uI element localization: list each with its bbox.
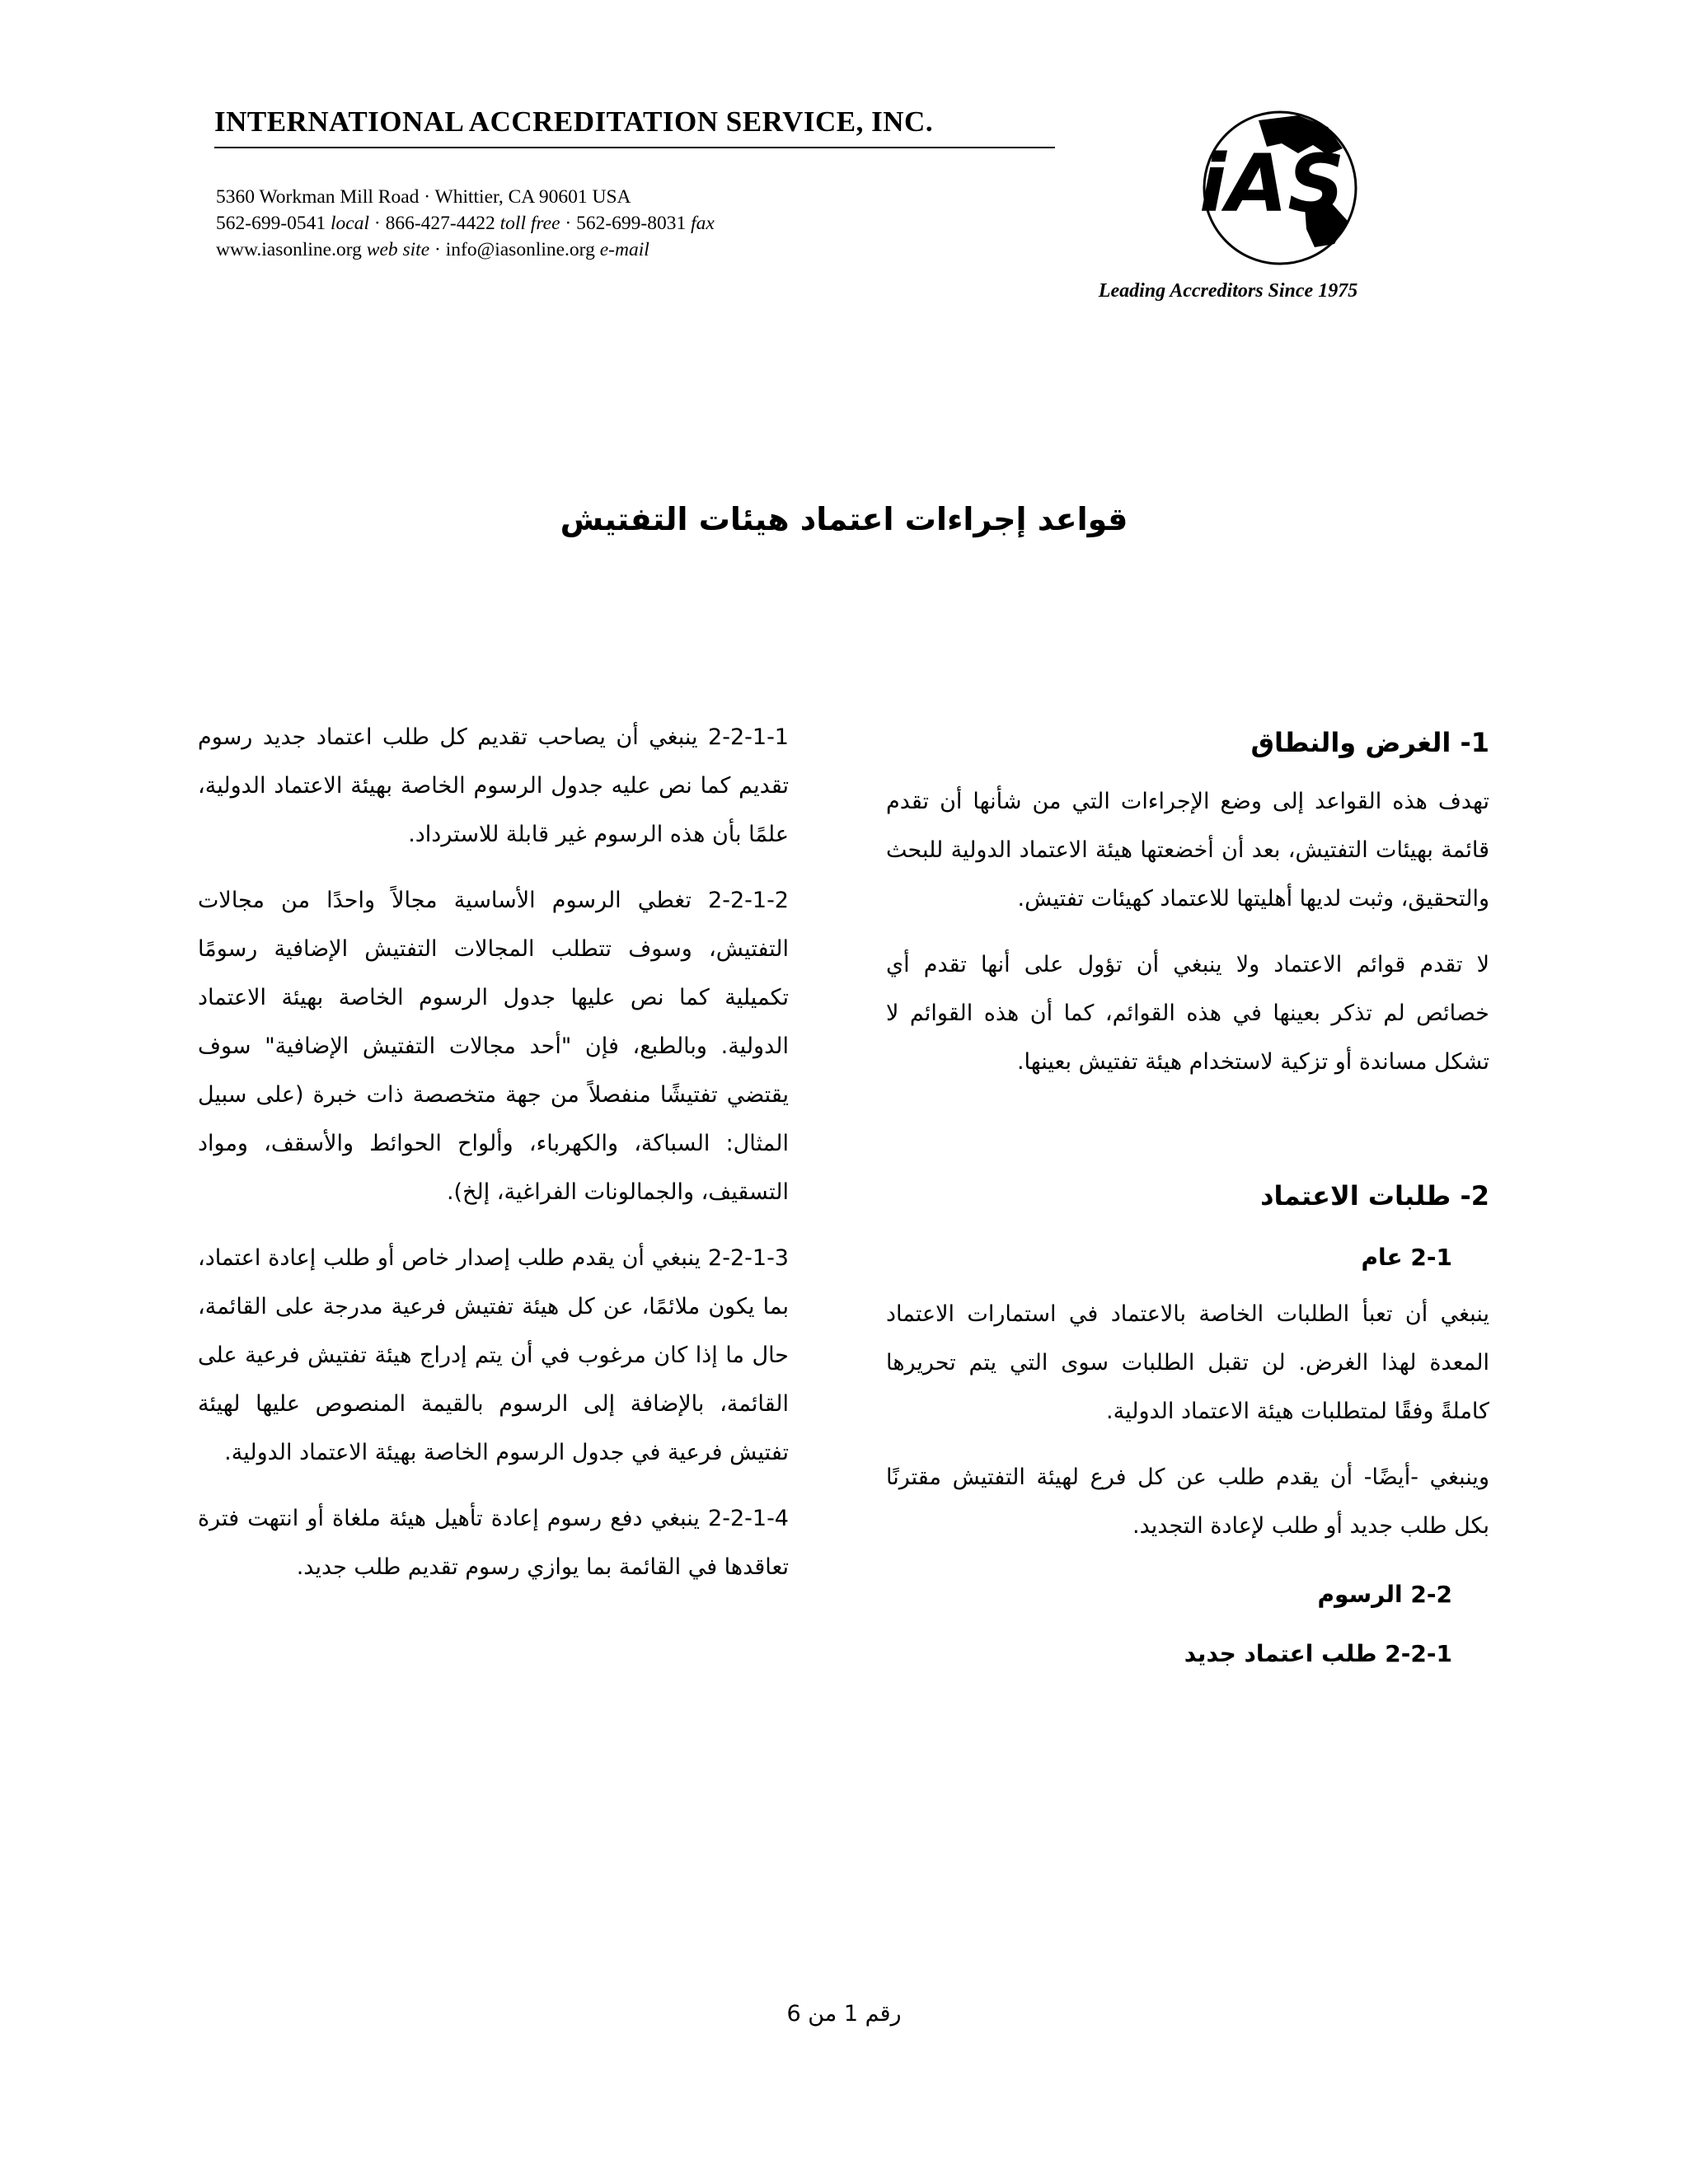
- logo-text: iAS: [1199, 138, 1345, 230]
- subsection-2-1-heading: 2-1 عام: [1361, 1244, 1452, 1271]
- website: www.iasonline.org: [216, 239, 362, 260]
- phone-tollfree-label: toll free: [499, 213, 560, 234]
- fax-number: 562-699-8031: [576, 213, 687, 234]
- section-2-heading: 2- طلبات الاعتماد: [1260, 1180, 1489, 1212]
- section-1-paragraph-1: تهدف هذه القواعد إلى وضع الإجراءات التي من شأنها أن تقدم قائمة بهيئات التفتيش، بعد أن أخضعتها هيئة الاعتماد الدولية للبحث والتحقيق، وثبت لديها أهليتها للاعتماد كهيئات تفتيش.: [886, 789, 1489, 912]
- subsection-2-2-heading: 2-2 الرسوم: [1317, 1581, 1452, 1608]
- left-column: [198, 713, 789, 1609]
- website-label: web site: [366, 239, 430, 260]
- clause-2-2-1-2: 2-2-1-2 تغطي الرسوم الأساسية مجالاً واحدًا من مجالات التفتيش، وسوف تتطلب المجالات التفتيش الإضافية رسومًا تكميلية كما نص عليها جدول الرسوم الخاصة بهيئة الاعتماد الدولية. وبالطبع، فإن "أحد مجالات التفتيش الإضافية" سوف يقتضي تفتيشًا منفصلاً من جهة متخصصة ذات خبرة (على سبيل المثال: السباكة، والكهرباء، وألواح الحوائط والأسقف، ومواد التسقيف، والجمالونات الفراغية، إلخ).: [198, 888, 789, 1205]
- contact-line: 562-699-0541 local · 866-427-4422 toll free · 562-699-8031 fax: [216, 213, 715, 234]
- document-title: قواعد إجراءات اعتماد هيئات التفتيش: [560, 501, 1128, 537]
- section-1-heading: 1- الغرض والنطاق: [1250, 727, 1489, 758]
- tagline: Leading Accreditors Since 1975: [1098, 280, 1358, 302]
- subsection-2-2-1-heading: 2-2-1 طلب اعتماد جديد: [1184, 1640, 1452, 1667]
- subsection-2-1-paragraph-2: وينبغي -أيضًا- أن يقدم طلب عن كل فرع لهيئة التفتيش مقترنًا بكل طلب جديد أو طلب لإعادة التجديد.: [886, 1465, 1489, 1539]
- letterhead-rule: [214, 147, 1055, 148]
- phone-tollfree: 866-427-4422: [385, 213, 495, 234]
- phone-local-label: local: [331, 213, 370, 234]
- clause-2-2-1-4: 2-2-1-4 ينبغي دفع رسوم إعادة تأهيل هيئة ملغاة أو انتهت فترة تعاقدها في القائمة بما يوازي رسوم تقديم طلب جديد.: [198, 1506, 789, 1580]
- email-label: e-mail: [599, 239, 649, 260]
- section-spacer: [886, 1104, 1489, 1166]
- subsection-2-1-paragraph-1: ينبغي أن تعبأ الطلبات الخاصة بالاعتماد في استمارات الاعتماد المعدة لهذا الغرض. لن تقبل الطلبات سوى التي يتم تحريرها كاملةً وفقًا لمتطلبات هيئة الاعتماد الدولية.: [886, 1301, 1489, 1424]
- clause-2-2-1-1: 2-2-1-1 ينبغي أن يصاحب تقديم كل طلب اعتماد جديد رسوم تقديم كما نص عليه جدول الرسوم الخاصة بهيئة الاعتماد الدولية، علمًا بأن هذه الرسوم غير قابلة للاسترداد.: [198, 724, 789, 847]
- fax-label: fax: [691, 213, 715, 234]
- phone-local: 562-699-0541: [216, 213, 326, 234]
- right-column: [886, 713, 1489, 1686]
- section-1-paragraph-2: لا تقدم قوائم الاعتماد ولا ينبغي أن تؤول على أنها تقدم أي خصائص لم تذكر بعينها في هذه القوائم، كما أن هذه القوائم لا تشكل مساندة أو تزكية لاستخدام هيئة تفتيش بعينها.: [886, 952, 1489, 1075]
- clause-2-2-1-3: 2-2-1-3 ينبغي أن يقدم طلب إصدار خاص أو طلب إعادة اعتماد، بما يكون ملائمًا، عن كل هيئة تفتيش فرعية مدرجة على القائمة، حال ما إذا كان مرغوب في أن يتم إدراج هيئة تفتيش فرعية على القائمة، بالإضافة إلى الرسوم بالقيمة المنصوص عليها لهيئة تفتيش فرعية في جدول الرسوم الخاصة بهيئة الاعتماد الدولية.: [198, 1245, 789, 1465]
- organization-name: INTERNATIONAL ACCREDITATION SERVICE, INC.: [214, 105, 934, 138]
- email: info@iasonline.org: [445, 239, 595, 260]
- page-number: رقم 1 من 6: [786, 2001, 902, 2027]
- address-line: 5360 Workman Mill Road · Whittier, CA 90601 USA: [216, 186, 631, 208]
- ias-logo: [1166, 105, 1372, 270]
- web-line: www.iasonline.org web site · info@iasonline.org e-mail: [216, 239, 649, 260]
- letterhead: [214, 105, 1385, 320]
